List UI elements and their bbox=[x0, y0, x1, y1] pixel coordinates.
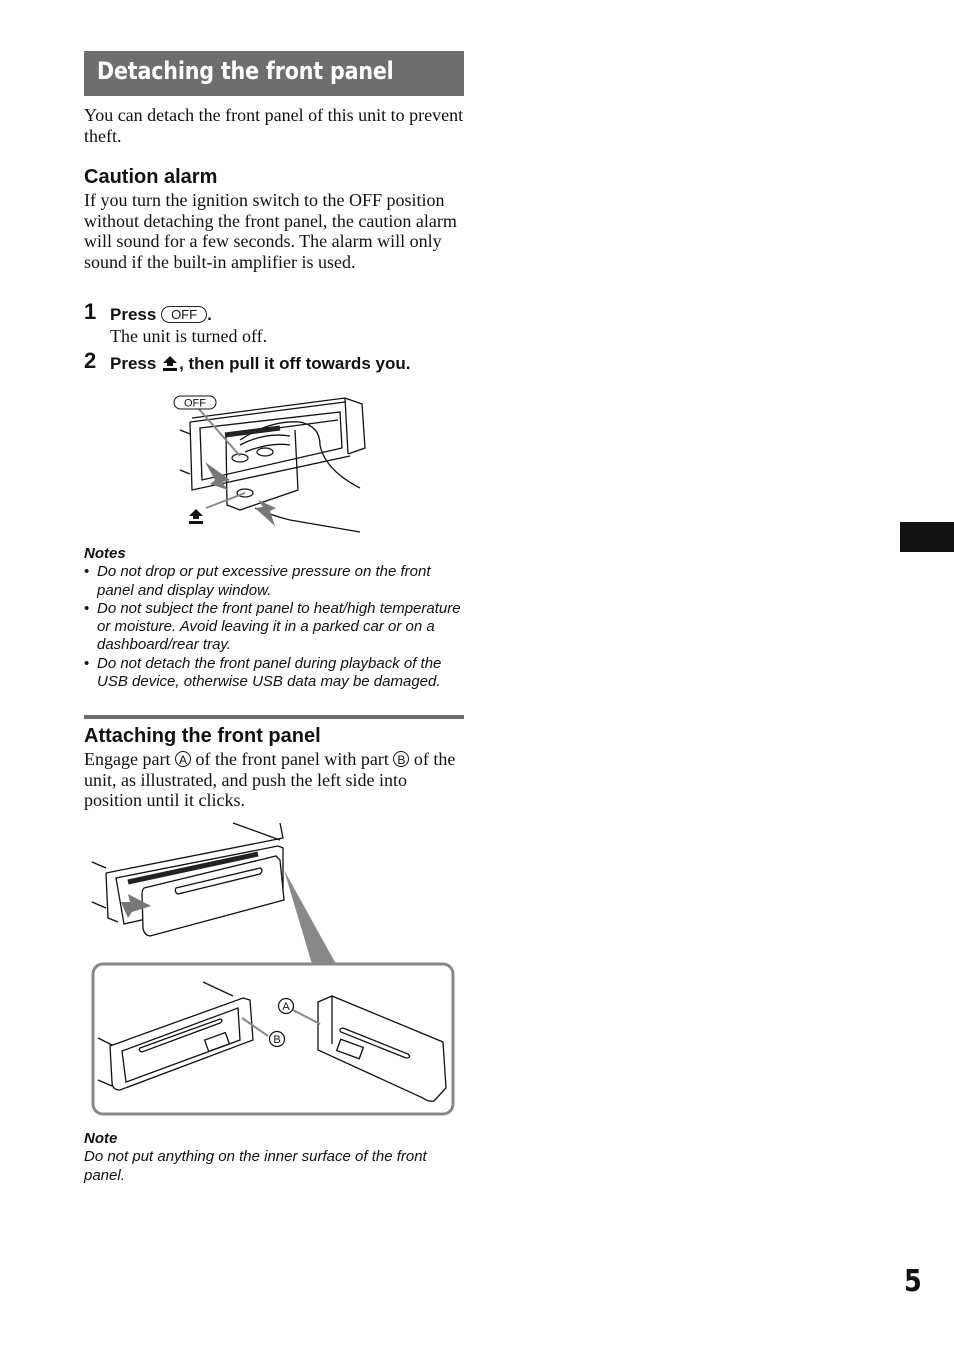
note-text: Do not put anything on the inner surface of the front panel. bbox=[84, 1148, 427, 1184]
attach-illustration bbox=[88, 818, 460, 1120]
attach-text bbox=[84, 749, 464, 811]
note-item: • Do not detach the front panel during playback of the USB device, otherwise USB data may be damaged. bbox=[84, 655, 464, 692]
attach-text-a: Engage part bbox=[84, 749, 171, 769]
step-1-heading bbox=[110, 305, 212, 325]
figure-part-b: B bbox=[273, 1034, 281, 1046]
intro-text: You can detach the front panel of this unit to prevent theft. bbox=[84, 105, 464, 146]
intro-paragraph bbox=[84, 105, 464, 146]
step-1-suffix: . bbox=[207, 305, 212, 324]
section-title: Detaching the front panel bbox=[97, 57, 394, 85]
caution-text: If you turn the ignition switch to the OFF position without detaching the front panel, the caution alarm will sound for a few seconds. The alarm will only sound if the built-in amplifier is used. bbox=[84, 190, 457, 272]
attach-section bbox=[84, 724, 464, 811]
step-2-suffix: , then pull it off towards you. bbox=[179, 354, 411, 373]
note-item: • Do not drop or put excessive pressure on the front panel and display window. bbox=[84, 563, 464, 600]
step-1-number: 1 bbox=[84, 299, 97, 324]
section-divider bbox=[84, 715, 464, 719]
step-2-number: 2 bbox=[84, 348, 97, 373]
notes-title: Notes bbox=[84, 545, 126, 562]
detach-illustration bbox=[170, 390, 380, 540]
caution-section bbox=[84, 165, 464, 272]
chapter-tab-marker bbox=[900, 522, 954, 552]
off-button: OFF bbox=[161, 306, 207, 323]
notes-list bbox=[84, 563, 464, 691]
release-icon bbox=[161, 355, 179, 372]
step-2-prefix: Press bbox=[110, 354, 157, 373]
note-item: • Do not subject the front panel to heat/high temperature or moisture. Avoid leaving it in a parked car or on a dashboard/rear tray. bbox=[84, 600, 464, 655]
notes-block bbox=[84, 545, 464, 691]
figure-part-a: A bbox=[282, 1001, 290, 1013]
note-block bbox=[84, 1130, 464, 1185]
page-number: 5 bbox=[904, 1264, 922, 1299]
caution-heading: Caution alarm bbox=[84, 166, 218, 188]
attach-text-b: of the front panel with part bbox=[195, 749, 389, 769]
note-title: Note bbox=[84, 1130, 118, 1147]
figure-off-label: OFF bbox=[184, 397, 206, 410]
part-b-label: B bbox=[393, 751, 409, 767]
part-a-label: A bbox=[175, 751, 191, 767]
step-1-desc: The unit is turned off. bbox=[110, 326, 268, 346]
section-title-bar bbox=[84, 51, 464, 96]
step-2-heading bbox=[110, 354, 410, 374]
figure-release-icon bbox=[189, 509, 203, 524]
step-1-prefix: Press bbox=[110, 305, 157, 324]
attach-heading: Attaching the front panel bbox=[84, 725, 321, 747]
attach-text-c: of the unit, as illustrated, and push the left side into position until it clicks. bbox=[84, 749, 456, 811]
